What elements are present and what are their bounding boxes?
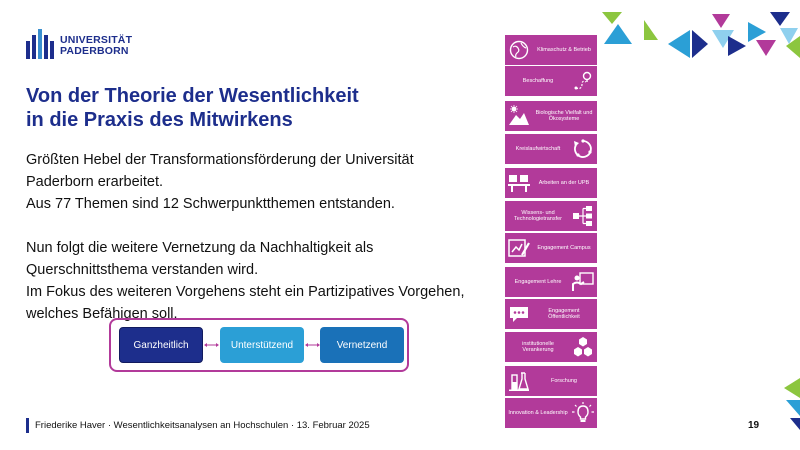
tile-kreislaufwirtschaft	[505, 134, 597, 164]
tile-innovation-leadership	[505, 398, 597, 428]
double-arrow-icon	[305, 342, 320, 348]
tile-forschung	[505, 366, 597, 396]
slide-title	[26, 84, 466, 132]
tile-label: Engagement Öffentlichkeit	[548, 307, 580, 320]
route-pin-icon	[572, 70, 594, 92]
university-logo-mark	[26, 27, 56, 59]
tile-label: Kreislaufwirtschaft	[515, 145, 561, 152]
lightbulb-icon	[572, 402, 594, 424]
teacher-board-icon	[572, 271, 594, 293]
landscape-icon	[508, 105, 530, 127]
tile-engagement-lehre	[505, 267, 597, 297]
people-desk-icon	[508, 172, 530, 194]
flow-box-ganzheitlich: Ganzheitlich	[119, 327, 203, 363]
slide-body	[26, 149, 496, 325]
flow-box-unterstuetzend: Unterstützend	[220, 327, 304, 363]
lab-flasks-icon	[508, 370, 530, 392]
slide-title-line-1: Von der Theorie der Wesentlichkeit	[26, 85, 359, 107]
tile-label: Wissens- und Technologietransfer	[513, 209, 562, 222]
speech-bubble-icon	[508, 303, 530, 325]
tile-biologische-vielfalt	[505, 101, 597, 131]
tile-klimaschutz	[505, 35, 597, 65]
footer-accent-bar	[26, 418, 29, 433]
globe-icon	[508, 39, 530, 61]
tile-label: Beschaffung	[522, 77, 554, 84]
body-line-4: Nun folgt die weitere Vernetzung da Nachhaltigkeit als	[26, 240, 374, 256]
tile-label: Engagement Campus	[537, 244, 591, 251]
process-flow	[109, 318, 409, 372]
body-line-1: Größten Hebel der Transformationsförderung der Universität	[26, 152, 414, 168]
slide-title-line-2: in die Praxis des Mitwirkens	[26, 109, 293, 131]
hierarchy-icon	[572, 205, 594, 227]
tile-beschaffung	[505, 66, 597, 96]
tile-label: Engagement Lehre	[514, 278, 562, 285]
tile-label: institutionelle Verankerung	[522, 340, 554, 353]
hexagons-icon	[572, 336, 594, 358]
tile-label: Biologische Vielfalt und Ökosysteme	[535, 109, 593, 122]
flow-box-vernetzend: Vernetzend	[320, 327, 404, 363]
tile-wissenstransfer	[505, 201, 597, 231]
university-logo	[26, 27, 136, 61]
body-line-6: Im Fokus des weiteren Vorgehens steht ein Partizipatives Vorgehen,	[26, 284, 465, 300]
double-arrow-icon	[204, 342, 219, 348]
tile-label: Innovation & Leadership	[508, 409, 568, 416]
tile-arbeiten-upb	[505, 168, 597, 198]
recycle-icon	[572, 138, 594, 160]
university-logo-text: UNIVERSITÄT PADERBORN	[60, 34, 133, 57]
body-line-7: welches Befähigen soll.	[26, 306, 178, 322]
tile-label: Arbeiten an der UPB	[538, 179, 590, 186]
chart-edit-icon	[508, 237, 530, 259]
tile-engagement-oeffentlichkeit	[505, 299, 597, 329]
tile-label: Klimaschutz & Betrieb	[537, 46, 591, 53]
footer-text: Friederike Haver · Wesentlichkeitsanalysen an Hochschulen · 13. Februar 2025	[35, 420, 370, 431]
page-number: 19	[748, 420, 760, 431]
tile-engagement-campus	[505, 233, 597, 263]
tile-label: Forschung	[551, 377, 577, 384]
body-line-3: Aus 77 Themen sind 12 Schwerpunktthemen entstanden.	[26, 196, 395, 212]
body-line-2: Paderborn erarbeitet.	[26, 174, 164, 190]
body-line-5: Querschnittsthema verstanden wird.	[26, 262, 259, 278]
tile-institutionelle-verankerung	[505, 332, 597, 362]
